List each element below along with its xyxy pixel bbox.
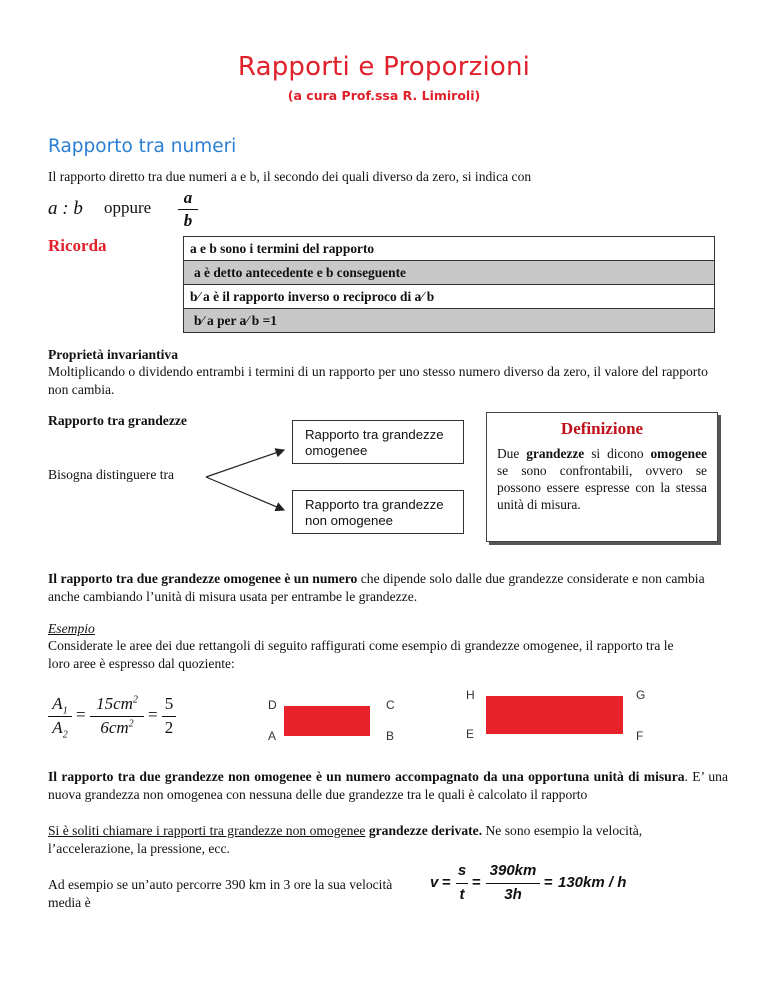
arrow-up	[206, 450, 284, 477]
rect1-label-bl: A	[268, 729, 277, 743]
page-title: Rapporti e Proporzioni	[237, 52, 531, 82]
ricorda-row: b⁄ a per a⁄ b =1	[184, 309, 715, 333]
arrow-down	[206, 477, 284, 510]
ricorda-row: b⁄ a è il rapporto inverso o reciproco di a⁄ b	[184, 285, 715, 309]
box-non-omogenee: Rapporto tra grandezze non omogenee	[292, 490, 464, 534]
grandezze-heading: Rapporto tra grandezze	[48, 413, 187, 428]
rect2-label-tl: H	[466, 688, 475, 702]
area-ratio-formula: $A_1$ $A_2$ = $15cm^2$ $6cm^2$ = 5 2	[48, 694, 188, 740]
notation-or: oppure	[104, 198, 152, 217]
definition-text: Due grandezze si dicono omogenee se sono confrontabili, ovvero se possono essere espresse con la stessa unità di misura.	[497, 446, 707, 512]
distinguish-text: Bisogna distinguere tra	[48, 467, 175, 482]
rectangle-abcd	[284, 706, 370, 736]
notation-block	[48, 188, 228, 236]
box-omogenee: Rapporto tra grandezze omogenee	[292, 420, 464, 464]
fraction-numerator: a	[183, 188, 193, 207]
invariantiva-heading: Proprietà invariantiva	[48, 347, 179, 362]
esempio-text: Considerate le aree dei due rettangoli di seguito raffigurati come esempio di grandezze omogenee, il rapporto tra le loro aree è espresso dal quoziente:	[48, 638, 674, 671]
esempio-label: Esempio	[48, 621, 95, 636]
velocita-text: Ad esempio se un’auto percorre 390 km in 3 ore la sua velocità media è	[48, 877, 393, 910]
branch-arrows	[200, 440, 300, 530]
fraction-denominator: b	[183, 211, 193, 230]
rect1-label-tl: D	[268, 698, 277, 712]
notation-colon: a : b	[48, 198, 83, 219]
rect2-label-br: F	[636, 729, 644, 743]
ricorda-table	[183, 236, 715, 333]
fraction-bar	[178, 209, 198, 210]
definition-title: Definizione	[560, 419, 644, 438]
ricorda-row: a è detto antecedente e b conseguente	[184, 261, 715, 285]
velocity-formula: v = s t = 390km 3h = 130km / h	[430, 862, 627, 903]
non-omogenee-paragraph: Il rapporto tra due grandezze non omogenee è un numero accompagnato da una opportuna unità di misura. E’ una nuova grandezza non omogenea con nessuna delle due grandezze tra le quali è calcolato il rapporto	[48, 769, 728, 802]
invariantiva-text: Moltiplicando o dividendo entrambi i termini di un rapporto per uno stesso numero diverso da zero, il valore del rapporto non cambia.	[48, 364, 708, 397]
notation-fraction	[178, 188, 198, 231]
rect1-label-br: B	[386, 729, 395, 743]
omogenee-paragraph: Il rapporto tra due grandezze omogenee è un numero che dipende solo dalle due grandezze considerate e non cambia anche cambiando l’unità di misura usata per entrambe le grandezze.	[48, 571, 705, 604]
rectangle-efgh	[486, 696, 623, 734]
rect2-label-bl: E	[466, 727, 475, 741]
ricorda-label: Ricorda	[48, 236, 107, 255]
intro-text: Il rapporto diretto tra due numeri a e b, il secondo dei quali diverso da zero, si indica con	[48, 169, 532, 184]
section-heading-rapporto-numeri: Rapporto tra numeri	[48, 136, 237, 157]
rect2-label-tr: G	[636, 688, 646, 702]
ricorda-row: a e b sono i termini del rapporto	[184, 237, 715, 261]
derivate-paragraph: Si è soliti chiamare i rapporti tra grandezze non omogenee grandezze derivate. Ne sono esempio la velocità, l’accelerazione, la pressione, ecc.	[48, 823, 643, 856]
definition-box	[486, 412, 718, 542]
page-subtitle: (a cura Prof.ssa R. Limiroli)	[287, 88, 481, 103]
rect1-label-tr: C	[386, 698, 395, 712]
